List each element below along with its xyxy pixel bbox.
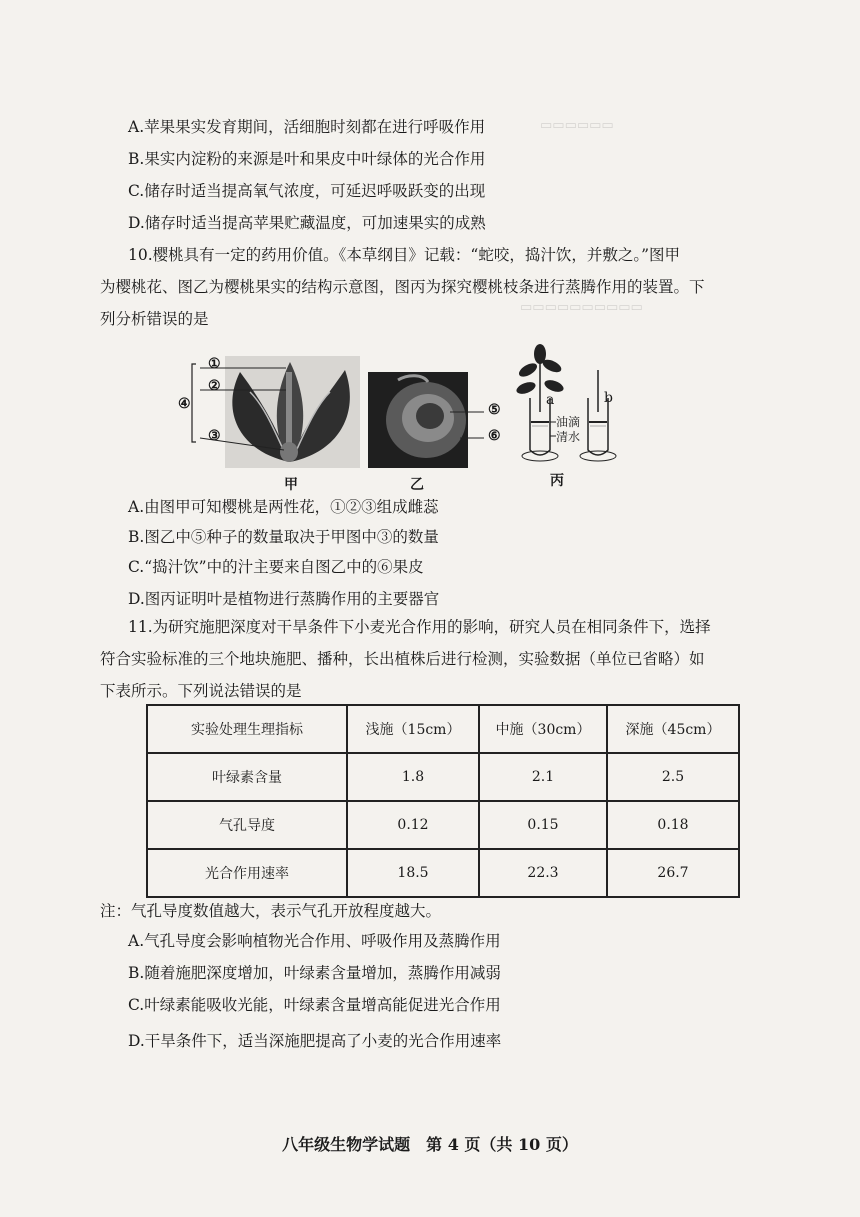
q9-option-b: B.果实内淀粉的来源是叶和果皮中叶绿体的光合作用 bbox=[128, 150, 486, 168]
page-footer: 八年级生物学试题 第 4 页（共 10 页） bbox=[282, 1135, 578, 1154]
figure-jia-label-1: ① bbox=[208, 356, 221, 372]
table-header-cell: 实验处理生理指标 bbox=[147, 705, 347, 753]
q10-option-d: D.图丙证明叶是植物进行蒸腾作用的主要器官 bbox=[128, 590, 440, 608]
table-header-cell: 中施（30cm） bbox=[479, 705, 607, 753]
table-cell: 光合作用速率 bbox=[147, 849, 347, 897]
figure-yi-cherry-fruit bbox=[368, 372, 518, 468]
figure-jia-label-2: ② bbox=[208, 378, 221, 394]
table-header-row bbox=[147, 705, 739, 753]
q9-option-a: A.苹果果实发育期间，活细胞时刻都在进行呼吸作用 bbox=[128, 118, 486, 136]
table-row bbox=[147, 801, 739, 849]
q11-option-c: C.叶绿素能吸收光能，叶绿素含量增高能促进光合作用 bbox=[128, 996, 501, 1014]
figure-bing-label-a: a bbox=[546, 392, 555, 408]
table-cell: 26.7 bbox=[607, 849, 739, 897]
table-cell: 2.1 bbox=[479, 753, 607, 801]
q11-option-d: D.干旱条件下，适当深施肥提高了小麦的光合作用速率 bbox=[128, 1032, 502, 1050]
q10-option-a: A.由图甲可知樱桃是两性花，①②③组成雌蕊 bbox=[128, 498, 439, 516]
figure-bing-caption: 丙 bbox=[550, 473, 564, 489]
figure-bing-oil-label: 油滴 bbox=[556, 415, 581, 429]
q11-stem-line1: 11.为研究施肥深度对干旱条件下小麦光合作用的影响，研究人员在相同条件下，选择 bbox=[128, 618, 711, 636]
table-cell: 0.15 bbox=[479, 801, 607, 849]
figure-yi-label-5: ⑤ bbox=[488, 402, 501, 418]
q11-stem-line2: 符合实验标准的三个地块施肥、播种，长出植株后进行检测，实验数据（单位已省略）如 bbox=[100, 650, 705, 668]
table-cell: 1.8 bbox=[347, 753, 479, 801]
table-cell: 2.5 bbox=[607, 753, 739, 801]
figure-yi-caption: 乙 bbox=[410, 477, 424, 493]
table-header-cell: 浅施（15cm） bbox=[347, 705, 479, 753]
q11-data-table bbox=[146, 704, 740, 898]
q10-stem-line3: 列分析错误的是 bbox=[100, 310, 209, 328]
q10-option-b: B.图乙中⑤种子的数量取决于甲图中③的数量 bbox=[128, 528, 439, 546]
q9-option-c: C.储存时适当提高氧气浓度，可延迟呼吸跃变的出现 bbox=[128, 182, 486, 200]
table-cell: 22.3 bbox=[479, 849, 607, 897]
figure-bing-label-b: b bbox=[604, 390, 613, 406]
table-cell: 0.18 bbox=[607, 801, 739, 849]
figure-bing-water-label: 清水 bbox=[556, 430, 581, 444]
bleed-through-mark: ▭▭▭▭▭▭▭▭▭▭ bbox=[520, 300, 643, 315]
q10-stem-line1: 10.樱桃具有一定的药用价值。《本草纲目》记载：“蛇咬，捣汁饮，并敷之。”图甲 bbox=[128, 246, 681, 264]
q11-note: 注：气孔导度数值越大，表示气孔开放程度越大。 bbox=[100, 902, 442, 920]
bleed-through-mark: ▭▭▭▭▭▭ bbox=[540, 118, 614, 133]
figure-jia-label-3: ③ bbox=[208, 428, 221, 444]
figure-yi-label-6: ⑥ bbox=[488, 428, 501, 444]
table-cell: 18.5 bbox=[347, 849, 479, 897]
table-row bbox=[147, 753, 739, 801]
q11-stem-line3: 下表所示。下列说法错误的是 bbox=[100, 682, 302, 700]
figure-jia-caption: 甲 bbox=[284, 477, 298, 493]
q10-option-c: C.“捣汁饮”中的汁主要来自图乙中的⑥果皮 bbox=[128, 558, 424, 576]
q10-stem-line2: 为樱桃花、图乙为樱桃果实的结构示意图，图丙为探究樱桃枝条进行蒸腾作用的装置。下 bbox=[100, 278, 705, 296]
q11-option-b: B.随着施肥深度增加，叶绿素含量增加，蒸腾作用减弱 bbox=[128, 964, 501, 982]
q11-option-a: A.气孔导度会影响植物光合作用、呼吸作用及蒸腾作用 bbox=[128, 932, 501, 950]
q9-option-d: D.储存时适当提高苹果贮藏温度，可加速果实的成熟 bbox=[128, 214, 486, 232]
figure-jia-label-4: ④ bbox=[178, 396, 191, 412]
table-cell: 气孔导度 bbox=[147, 801, 347, 849]
table-cell: 叶绿素含量 bbox=[147, 753, 347, 801]
table-row bbox=[147, 849, 739, 897]
table-header-cell: 深施（45cm） bbox=[607, 705, 739, 753]
table-cell: 0.12 bbox=[347, 801, 479, 849]
